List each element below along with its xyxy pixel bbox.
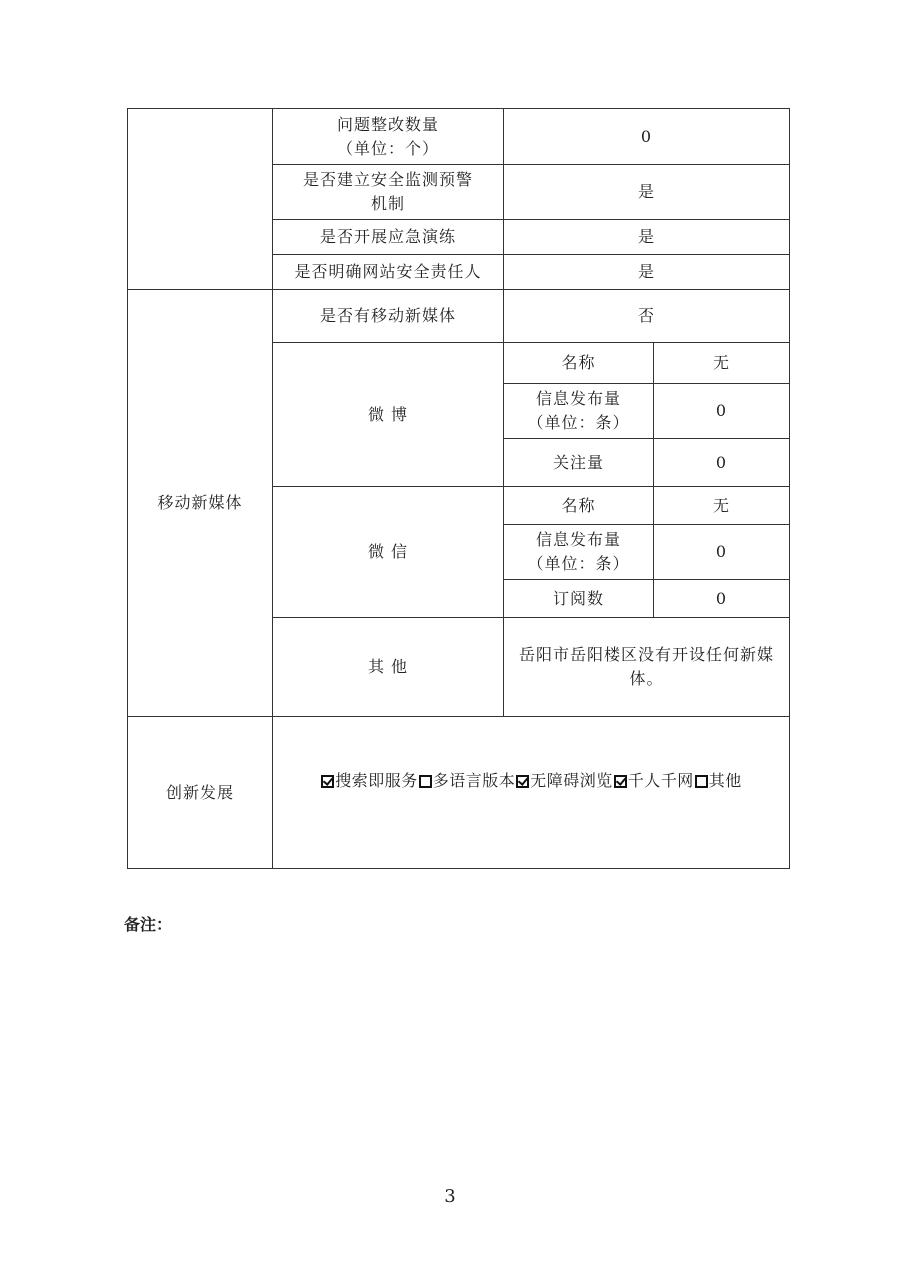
weibo-label: 微 博 bbox=[273, 343, 504, 487]
weibo-name-label: 名称 bbox=[504, 343, 654, 384]
table-row bbox=[128, 290, 790, 343]
table-row bbox=[128, 109, 790, 165]
checkbox-icon bbox=[321, 775, 334, 788]
option-multilingual bbox=[418, 771, 516, 790]
weibo-follow-value: 0 bbox=[654, 439, 790, 487]
security-value: 是 bbox=[504, 255, 790, 290]
option-search-service bbox=[320, 771, 418, 790]
checkbox-icon bbox=[614, 775, 627, 788]
mobile-category-label: 移动新媒体 bbox=[128, 290, 273, 717]
option-label: 多语言版本 bbox=[432, 771, 516, 790]
wechat-name-label: 名称 bbox=[504, 487, 654, 525]
option-label: 无障碍浏览 bbox=[530, 771, 613, 790]
other-label: 其 他 bbox=[273, 618, 504, 717]
mobile-has-value: 否 bbox=[504, 290, 790, 343]
other-value: 岳阳市岳阳楼区没有开设任何新媒体。 bbox=[504, 618, 790, 717]
option-accessibility bbox=[515, 771, 613, 790]
innovation-options-cell bbox=[273, 717, 790, 869]
innovation-category-label: 创新发展 bbox=[128, 717, 273, 869]
note-label: 备注： bbox=[124, 915, 173, 934]
wechat-subs-label: 订阅数 bbox=[504, 580, 654, 618]
table-row bbox=[128, 717, 790, 869]
option-label: 搜索即服务 bbox=[335, 771, 418, 790]
security-label: 问题整改数量 （单位：个） bbox=[273, 109, 504, 165]
checkbox-icon bbox=[516, 775, 529, 788]
innovation-options bbox=[320, 771, 742, 790]
security-label: 是否建立安全监测预警 机制 bbox=[273, 165, 504, 220]
page-number: 3 bbox=[444, 1186, 456, 1207]
weibo-posts-value: 0 bbox=[654, 384, 790, 439]
option-personalized bbox=[613, 771, 694, 790]
weibo-follow-label: 关注量 bbox=[504, 439, 654, 487]
option-label: 其他 bbox=[708, 771, 742, 790]
security-value: 是 bbox=[504, 165, 790, 220]
security-category-cell bbox=[128, 109, 273, 290]
option-label: 千人千网 bbox=[627, 771, 694, 790]
wechat-name-value: 无 bbox=[654, 487, 790, 525]
option-other bbox=[694, 771, 742, 790]
weibo-posts-label: 信息发布量 （单位：条） bbox=[504, 384, 654, 439]
checkbox-icon bbox=[695, 775, 708, 788]
security-label: 是否明确网站安全责任人 bbox=[273, 255, 504, 290]
security-value: 0 bbox=[504, 109, 790, 165]
wechat-label: 微 信 bbox=[273, 487, 504, 618]
mobile-has-label: 是否有移动新媒体 bbox=[273, 290, 504, 343]
wechat-subs-value: 0 bbox=[654, 580, 790, 618]
wechat-posts-value: 0 bbox=[654, 525, 790, 580]
security-value: 是 bbox=[504, 220, 790, 255]
report-table bbox=[127, 108, 790, 869]
security-label: 是否开展应急演练 bbox=[273, 220, 504, 255]
checkbox-icon bbox=[419, 775, 432, 788]
weibo-name-value: 无 bbox=[654, 343, 790, 384]
wechat-posts-label: 信息发布量 （单位：条） bbox=[504, 525, 654, 580]
